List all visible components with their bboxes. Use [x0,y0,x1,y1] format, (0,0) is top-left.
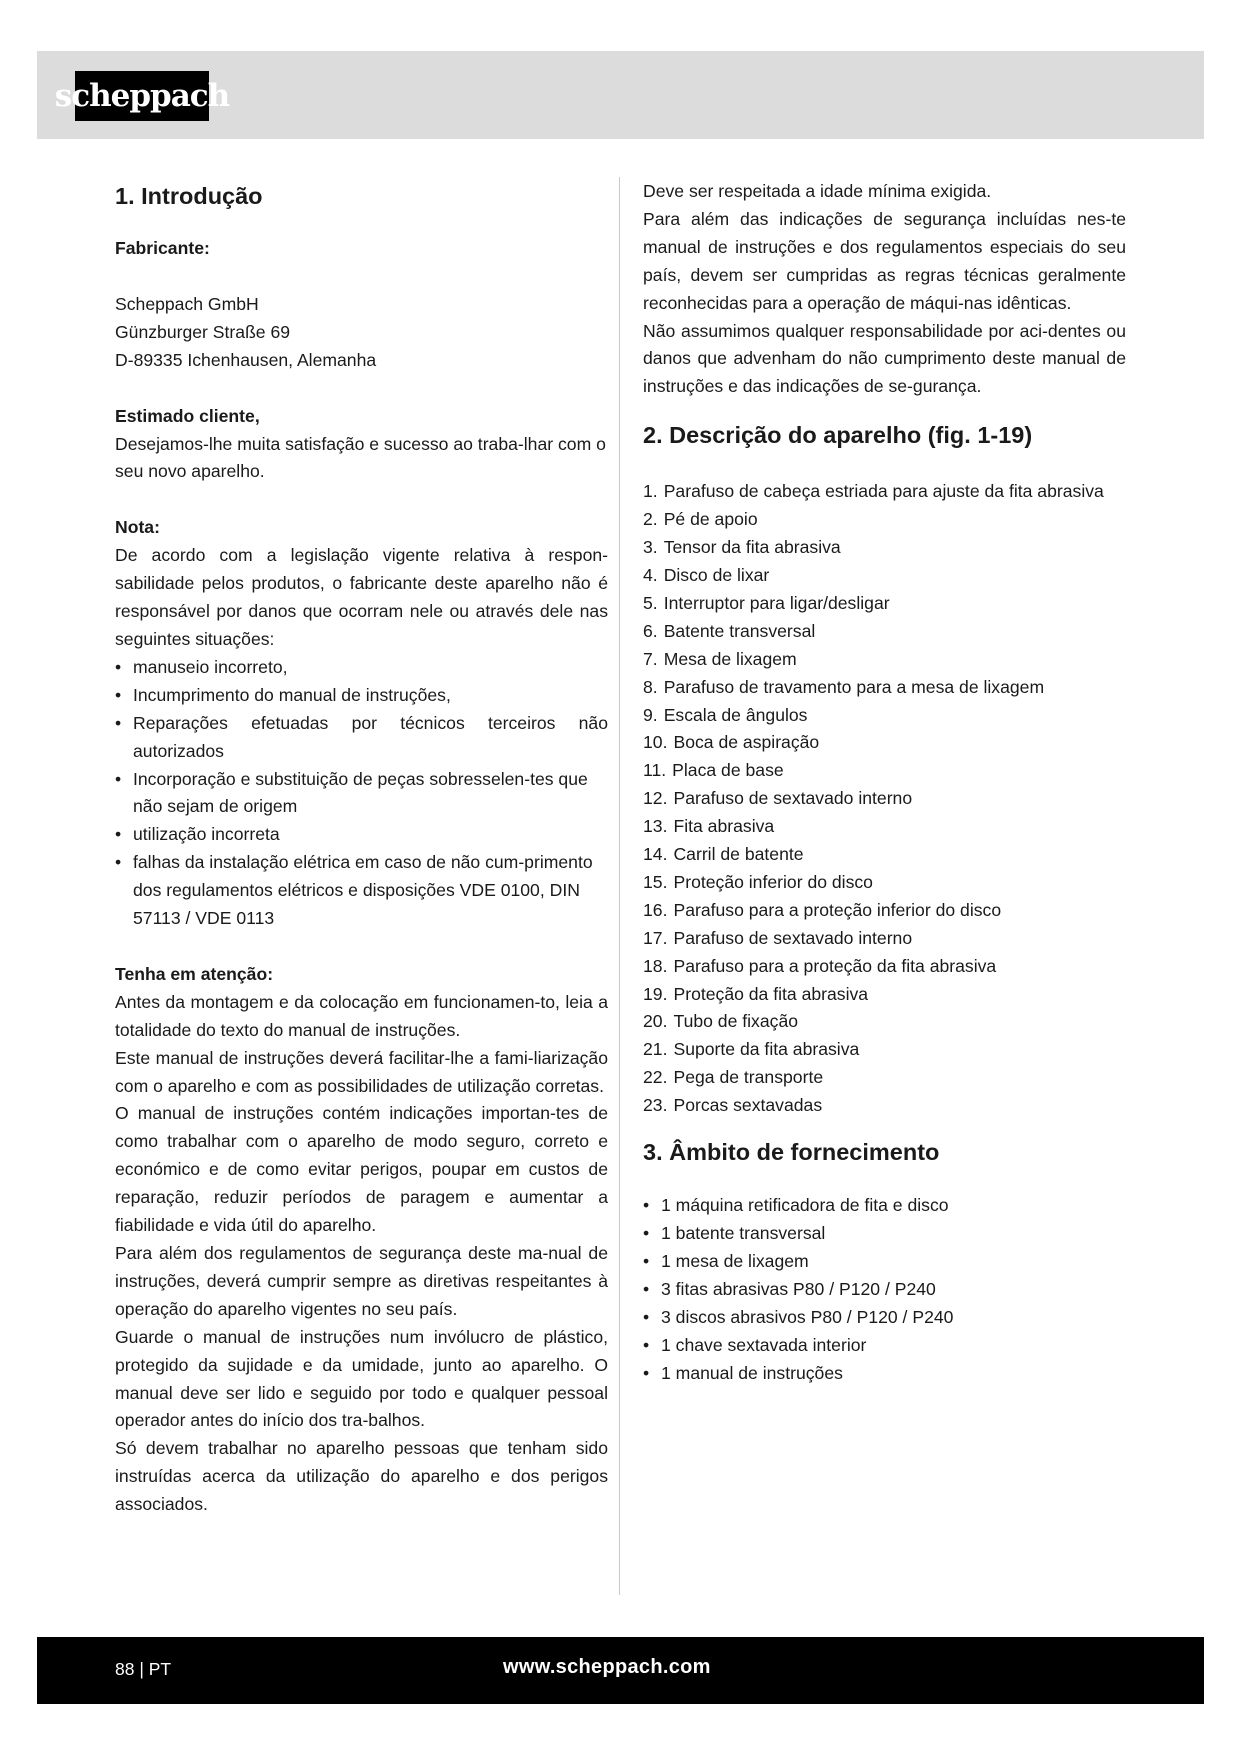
scope-list [643,1192,1126,1387]
list-item: • 3 fitas abrasivas P80 / P120 / P240 [643,1276,1126,1304]
item-number: 9. [643,704,658,725]
parts-list-item [643,506,1126,534]
parts-list-item [643,478,1126,506]
address-line: Günzburger Straße 69 [115,321,291,342]
item-text: Parafuso de sextavado interno [673,788,913,809]
item-text: Escala de ângulos [663,704,808,725]
item-text: Parafuso de sextavado interno [673,927,913,948]
intro-paragraph: Deve ser respeitada a idade mínima exigida. [643,181,992,201]
left-column [115,178,608,1519]
parts-list-item [643,1008,1126,1036]
scheppach-logo: scheppach [75,71,209,121]
atencao-label: Tenha em atenção: [115,963,274,984]
list-item: • 1 manual de instruções [643,1360,1126,1388]
list-item: • 1 chave sextavada interior [643,1332,1126,1360]
parts-list-item [643,925,1126,953]
parts-list-item [643,674,1126,702]
item-text: Boca de aspiração [673,732,820,753]
parts-list-item [643,646,1126,674]
item-number: 13. [643,816,668,837]
item-text: Parafuso para a proteção da fita abrasiva [673,955,997,976]
list-item: • 1 mesa de lixagem [643,1248,1126,1276]
section-3-title: 3. Âmbito de fornecimento [643,1139,940,1166]
item-number: 19. [643,983,668,1004]
address-line: D-89335 Ichenhausen, Alemanha [115,349,377,370]
item-text: Porcas sextavadas [673,1095,823,1116]
item-number: 8. [643,676,658,697]
item-text: Disco de lixar [663,564,770,585]
item-number: 22. [643,1067,668,1088]
list-item: • Incorporação e substituição de peças sobresselen-tes que não sejam de origem [115,766,608,822]
item-number: 16. [643,899,668,920]
item-text: Fita abrasiva [673,816,775,837]
atencao-paragraph: Este manual de instruções deverá facilitar-lhe a fami-liarização com o aparelho e com as possibilidades de utilização corretas. [115,1047,608,1096]
list-item: • 1 máquina retificadora de fita e disco [643,1192,1126,1220]
parts-list-item [643,813,1126,841]
list-item: • falhas da instalação elétrica em caso de não cum-primento dos regulamentos elétricos e disposições VDE 0100, DIN 57113 / VDE 0113 [115,849,608,933]
item-number: 14. [643,844,668,865]
item-text: Pega de transporte [673,1067,824,1088]
nota-label: Nota: [115,517,160,538]
item-number: 7. [643,648,658,669]
page-number: 88 | PT [115,1659,172,1679]
parts-list-item [643,1064,1126,1092]
list-item: • manuseio incorreto, [115,654,608,682]
item-text: Suporte da fita abrasiva [673,1039,860,1060]
parts-list-item [643,1092,1126,1120]
item-text: Batente transversal [663,620,816,641]
parts-list-item [643,953,1126,981]
list-item: • Incumprimento do manual de instruções, [115,682,608,710]
item-number: 12. [643,788,668,809]
section-2-title: 2. Descrição do aparelho (fig. 1-19) [643,422,1033,449]
item-text: Parafuso de travamento para a mesa de lixagem [663,676,1045,697]
section-1-title: 1. Introdução [115,183,263,209]
item-number: 17. [643,927,668,948]
atencao-paragraph: Antes da montagem e da colocação em funcionamen-to, leia a totalidade do texto do manual de instruções. [115,991,608,1040]
item-text: Mesa de lixagem [663,648,797,669]
column-divider [619,177,620,1595]
item-number: 21. [643,1039,668,1060]
item-text: Pé de apoio [663,509,758,530]
nota-bullet-list [115,654,608,933]
atencao-paragraph: O manual de instruções contém indicações importan-tes de como trabalhar com o aparelho de modo seguro, correto e económico e de como evitar perigos, poupar em custos de reparação, reduzir períodos de paragem e aumentar a fiabilidade e vida útil do aparelho. [115,1103,608,1236]
parts-list-item [643,590,1126,618]
item-number: 4. [643,564,658,585]
item-number: 5. [643,592,658,613]
item-text: Tensor da fita abrasiva [663,537,841,558]
parts-list-item [643,897,1126,925]
item-number: 1. [643,481,658,502]
item-number: 11. [643,760,667,781]
parts-list [643,478,1126,1120]
fabricante-label: Fabricante: [115,238,210,258]
atencao-paragraph: Para além dos regulamentos de segurança deste ma-nual de instruções, deverá cumprir sempre as diretivas respeitantes à operação do aparelho vigentes no seu país. [115,1243,608,1319]
parts-list-item [643,562,1126,590]
list-item: • utilização incorreta [115,821,608,849]
item-text: Interruptor para ligar/desligar [663,592,890,613]
right-column [643,178,1126,1387]
list-item: • 1 batente transversal [643,1220,1126,1248]
intro-paragraph: Não assumimos qualquer responsabilidade por aci-dentes ou danos que advenham do não cumprimento deste manual de instruções e das indicações de se-gurança. [643,320,1126,397]
estimado-label: Estimado cliente, [115,405,260,426]
item-text: Proteção da fita abrasiva [673,983,869,1004]
address-line: Scheppach GmbH [115,293,259,314]
item-number: 23. [643,1095,668,1116]
atencao-paragraph: Guarde o manual de instruções num invólucro de plástico, protegido da sujidade e da umidade, junto ao aparelho. O manual deve ser lido e seguido por todo e qualquer pessoal operador antes do início dos tra-balhos. [115,1326,608,1431]
parts-list-item [643,841,1126,869]
estimado-text: Desejamos-lhe muita satisfação e sucesso ao traba-lhar com o seu novo aparelho. [115,433,606,482]
item-number: 6. [643,620,658,641]
parts-list-item [643,869,1126,897]
parts-list-item [643,702,1126,730]
item-text: Carril de batente [673,844,804,865]
parts-list-item [643,618,1126,646]
item-number: 3. [643,537,658,558]
item-number: 2. [643,509,658,530]
website-link[interactable]: www.scheppach.com [503,1656,711,1678]
list-item: • Reparações efetuadas por técnicos terceiros não autorizados [115,710,608,766]
intro-paragraph: Para além das indicações de segurança incluídas nes-te manual de instruções e dos regulamentos especiais do seu país, devem ser cumpridas as regras técnicas geralmente reconhecidas para a operação de máqui-nas idênticas. [643,208,1126,313]
item-number: 20. [643,1011,668,1032]
item-text: Tubo de fixação [673,1011,799,1032]
atencao-paragraph: Só devem trabalhar no aparelho pessoas que tenham sido instruídas acerca da utilização do aparelho e dos perigos associados. [115,1438,608,1515]
item-number: 18. [643,955,668,976]
parts-list-item [643,729,1126,757]
item-number: 15. [643,871,668,892]
parts-list-item [643,757,1126,785]
item-text: Proteção inferior do disco [673,871,873,892]
item-number: 10. [643,732,668,753]
parts-list-item [643,1036,1126,1064]
item-text: Parafuso para a proteção inferior do disco [673,899,1002,920]
item-text: Parafuso de cabeça estriada para ajuste da fita abrasiva [663,481,1104,502]
nota-text: De acordo com a legislação vigente relativa à respon-sabilidade pelos produtos, o fabricante deste aparelho não é responsável por danos que ocorram nele ou através dele nas seguintes situações: [115,545,608,649]
item-text: Placa de base [672,760,784,781]
parts-list-item [643,981,1126,1009]
list-item: • 3 discos abrasivos P80 / P120 / P240 [643,1304,1126,1332]
parts-list-item [643,785,1126,813]
footer-bar [37,1637,1204,1704]
parts-list-item [643,534,1126,562]
